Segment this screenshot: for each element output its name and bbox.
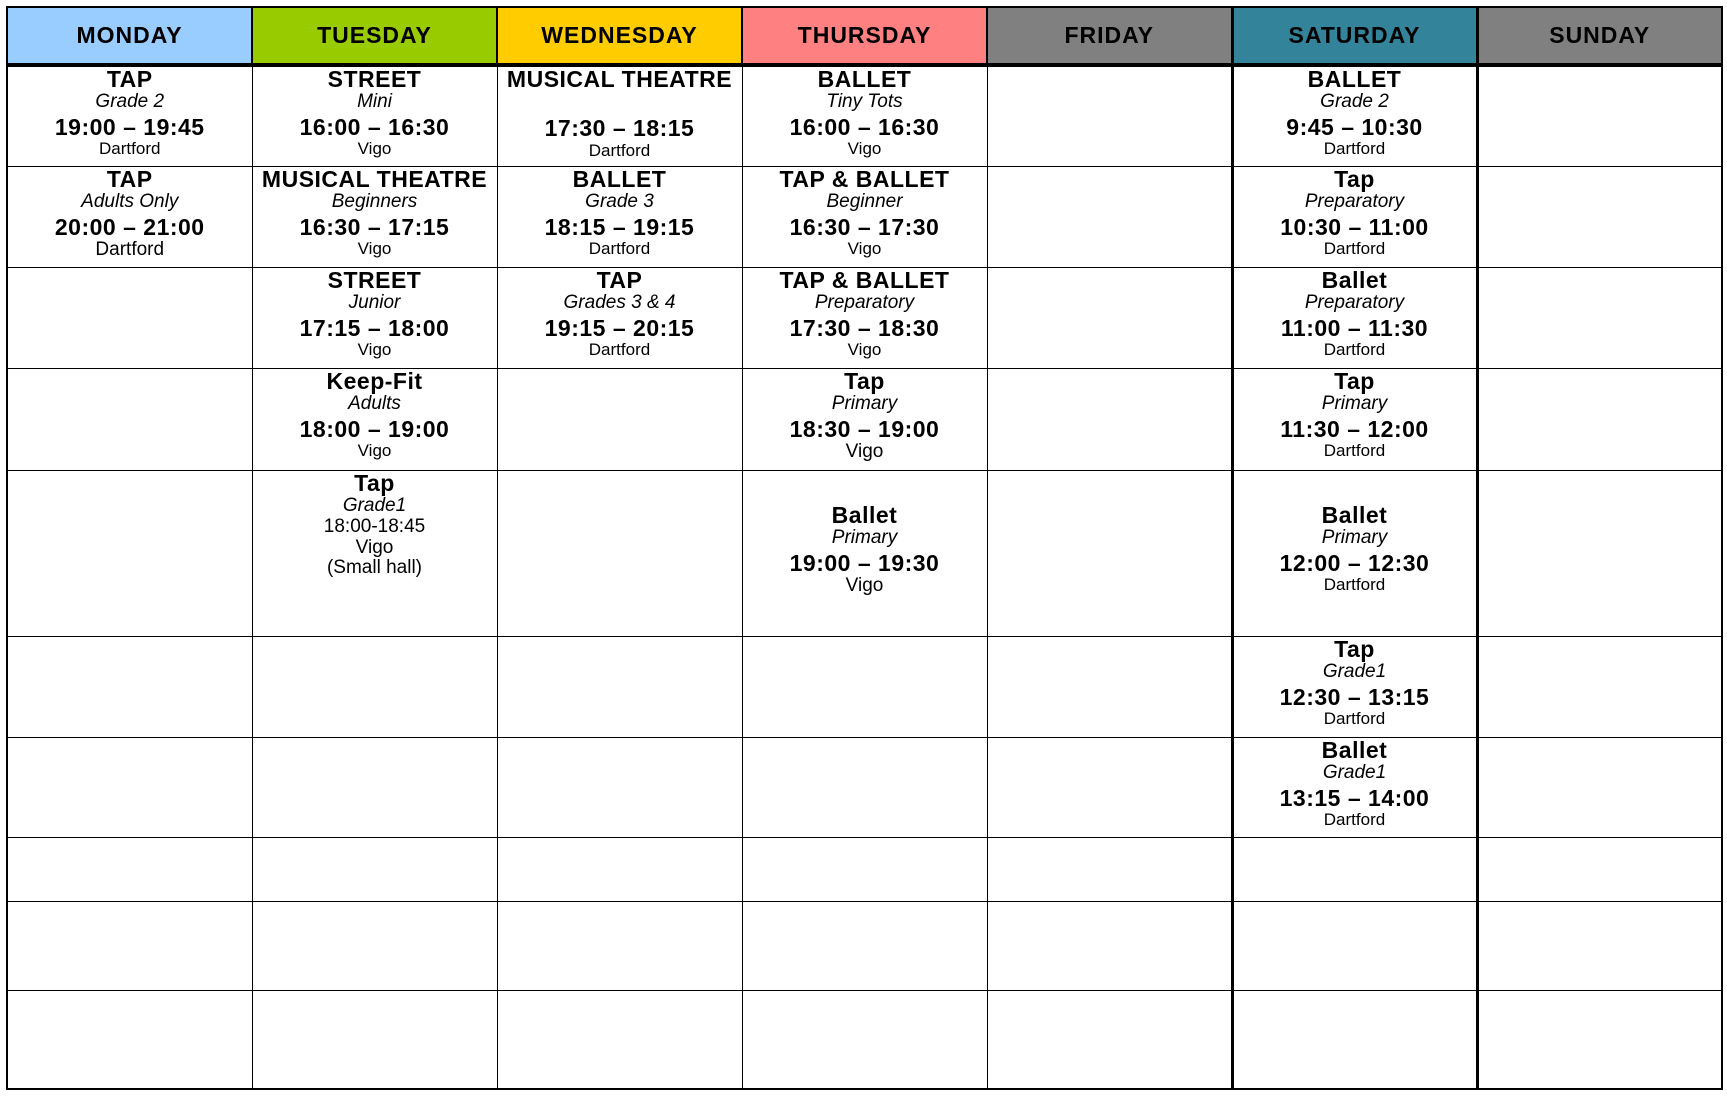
class-entry <box>1234 369 1476 461</box>
cell-monday <box>7 837 252 901</box>
class-location: Dartford <box>588 140 651 160</box>
cell-monday <box>7 470 252 636</box>
class-location: Dartford <box>1323 574 1386 594</box>
class-entry <box>253 268 497 360</box>
class-location: Dartford <box>1323 238 1386 258</box>
class-level: Beginners <box>331 190 418 212</box>
class-time: 11:30 – 12:00 <box>1280 415 1429 442</box>
class-title: Ballet <box>831 501 898 528</box>
class-entry <box>8 67 252 159</box>
class-entry <box>253 471 497 580</box>
time-slot-row <box>7 636 1722 737</box>
class-entry <box>498 268 742 360</box>
class-location: Vigo <box>845 574 884 596</box>
day-header-saturday: SATURDAY <box>1232 7 1477 65</box>
class-time: 16:00 – 16:30 <box>789 114 940 141</box>
class-location: Dartford <box>1323 440 1386 460</box>
class-location: Vigo <box>357 339 392 359</box>
class-level: Preparatory <box>1304 190 1405 212</box>
cell-monday <box>7 368 252 470</box>
class-level: Primary <box>1321 392 1388 414</box>
class-time: 18:15 – 19:15 <box>544 213 695 240</box>
cell-tuesday <box>252 636 497 737</box>
time-slot-row <box>7 470 1722 636</box>
cell-saturday <box>1232 990 1477 1089</box>
class-location: Dartford <box>588 238 651 258</box>
cell-tuesday <box>252 990 497 1089</box>
cell-thursday <box>742 636 987 737</box>
day-header-tuesday: TUESDAY <box>252 7 497 65</box>
cell-sunday <box>1477 368 1722 470</box>
cell-tuesday <box>252 368 497 470</box>
cell-wednesday <box>497 267 742 368</box>
class-level: Tiny Tots <box>826 91 903 113</box>
class-title: Tap <box>354 469 395 496</box>
class-time: 18:00 – 19:00 <box>299 415 450 442</box>
cell-thursday <box>742 990 987 1089</box>
class-title: Ballet <box>1321 501 1388 528</box>
class-title: Tap <box>1334 165 1375 192</box>
cell-wednesday <box>497 901 742 990</box>
class-title: STREET <box>327 66 422 92</box>
class-entry <box>253 369 497 461</box>
cell-saturday <box>1232 837 1477 901</box>
class-entry <box>8 167 252 261</box>
class-time: 11:00 – 11:30 <box>1280 314 1429 341</box>
class-time: 12:00 – 12:30 <box>1279 549 1430 576</box>
time-slot-row <box>7 166 1722 267</box>
cell-wednesday <box>497 837 742 901</box>
class-time: 16:00 – 16:30 <box>299 114 450 141</box>
cell-wednesday <box>497 470 742 636</box>
class-level: Beginner <box>826 190 903 212</box>
class-time: 18:30 – 19:00 <box>789 415 940 442</box>
timetable <box>6 6 1723 1090</box>
class-entry <box>743 167 987 259</box>
spacer <box>498 92 742 114</box>
cell-sunday <box>1477 470 1722 636</box>
class-entry <box>1234 738 1476 830</box>
cell-friday <box>987 470 1232 636</box>
class-location: Dartford <box>1323 708 1386 728</box>
cell-tuesday <box>252 166 497 267</box>
cell-saturday <box>1232 470 1477 636</box>
class-note: (Small hall) <box>326 557 423 579</box>
class-title: Tap <box>1334 367 1375 394</box>
class-level: Primary <box>1321 526 1388 548</box>
day-header-friday: FRIDAY <box>987 7 1232 65</box>
time-slot-row <box>7 65 1722 166</box>
class-level: Adults <box>348 392 401 414</box>
class-entry <box>743 268 987 360</box>
class-time: 19:15 – 20:15 <box>544 314 695 341</box>
cell-friday <box>987 368 1232 470</box>
class-title: TAP & BALLET <box>779 266 950 293</box>
cell-tuesday <box>252 837 497 901</box>
class-title: Ballet <box>1321 266 1388 293</box>
class-title: MUSICAL THEATRE <box>506 66 733 92</box>
class-entry <box>253 167 497 259</box>
day-header-thursday: THURSDAY <box>742 7 987 65</box>
cell-monday <box>7 636 252 737</box>
cell-sunday <box>1477 901 1722 990</box>
class-entry <box>743 67 987 159</box>
cell-tuesday <box>252 65 497 166</box>
cell-sunday <box>1477 636 1722 737</box>
cell-tuesday <box>252 470 497 636</box>
cell-wednesday <box>497 636 742 737</box>
class-level: Primary <box>831 392 898 414</box>
cell-thursday <box>742 65 987 166</box>
class-level: Grade1 <box>1322 761 1387 783</box>
cell-thursday <box>742 166 987 267</box>
cell-tuesday <box>252 901 497 990</box>
class-title: BALLET <box>817 66 912 92</box>
class-level: Adults Only <box>81 190 179 212</box>
cell-friday <box>987 837 1232 901</box>
class-entry <box>743 369 987 463</box>
class-level: Grade1 <box>1322 660 1387 682</box>
class-entry <box>1234 637 1476 729</box>
class-time: 17:30 – 18:30 <box>789 314 940 341</box>
class-level: Grade 2 <box>1320 91 1389 113</box>
cell-friday <box>987 990 1232 1089</box>
class-time: 16:30 – 17:15 <box>299 213 450 240</box>
class-location: Vigo <box>847 139 882 159</box>
class-time: 17:30 – 18:15 <box>544 115 695 142</box>
cell-monday <box>7 267 252 368</box>
cell-thursday <box>742 470 987 636</box>
cell-sunday <box>1477 65 1722 166</box>
class-time: 16:30 – 17:30 <box>789 213 940 240</box>
cell-friday <box>987 636 1232 737</box>
class-title: Keep-Fit <box>326 367 423 394</box>
day-header-row <box>7 7 1722 65</box>
class-location: Vigo <box>847 238 882 258</box>
cell-sunday <box>1477 267 1722 368</box>
class-location: Vigo <box>357 238 392 258</box>
class-time: 19:00 – 19:45 <box>54 114 205 141</box>
class-time: 12:30 – 13:15 <box>1279 683 1430 710</box>
class-time: 18:00-18:45 <box>323 515 426 537</box>
class-level: Preparatory <box>814 291 915 313</box>
cell-saturday <box>1232 737 1477 837</box>
cell-monday <box>7 65 252 166</box>
cell-monday <box>7 901 252 990</box>
class-title: TAP <box>106 66 153 92</box>
cell-thursday <box>742 837 987 901</box>
class-level: Junior <box>348 291 401 313</box>
class-entry <box>743 471 987 597</box>
cell-wednesday <box>497 368 742 470</box>
class-location: Dartford <box>1323 139 1386 159</box>
cell-saturday <box>1232 65 1477 166</box>
time-slot-row <box>7 837 1722 901</box>
cell-thursday <box>742 901 987 990</box>
class-location: Dartford <box>95 238 165 260</box>
class-entry <box>253 67 497 159</box>
class-title: Tap <box>1334 635 1375 662</box>
cell-wednesday <box>497 166 742 267</box>
class-location: Vigo <box>357 440 392 460</box>
class-level: Grade1 <box>342 494 407 516</box>
class-title: BALLET <box>572 165 667 192</box>
class-time: 9:45 – 10:30 <box>1286 114 1423 141</box>
class-title: Tap <box>844 367 885 394</box>
cell-thursday <box>742 267 987 368</box>
class-location: Vigo <box>355 536 394 558</box>
class-title: TAP & BALLET <box>779 165 950 192</box>
cell-saturday <box>1232 636 1477 737</box>
class-time: 10:30 – 11:00 <box>1280 213 1429 240</box>
class-level: Grades 3 & 4 <box>563 291 676 313</box>
class-level: Mini <box>357 91 392 113</box>
class-level: Primary <box>831 526 898 548</box>
time-slot-row <box>7 368 1722 470</box>
class-level: Grade 3 <box>585 190 654 212</box>
cell-thursday <box>742 368 987 470</box>
cell-wednesday <box>497 65 742 166</box>
class-location: Vigo <box>357 139 392 159</box>
class-entry <box>1234 167 1476 259</box>
class-location: Dartford <box>588 339 651 359</box>
cell-monday <box>7 166 252 267</box>
class-location: Vigo <box>845 440 884 462</box>
cell-tuesday <box>252 267 497 368</box>
time-slot-row <box>7 737 1722 837</box>
day-header-wednesday: WEDNESDAY <box>497 7 742 65</box>
class-location: Dartford <box>1323 809 1386 829</box>
cell-friday <box>987 65 1232 166</box>
cell-monday <box>7 990 252 1089</box>
cell-sunday <box>1477 166 1722 267</box>
time-slot-row <box>7 901 1722 990</box>
time-slot-row <box>7 267 1722 368</box>
cell-sunday <box>1477 837 1722 901</box>
cell-saturday <box>1232 166 1477 267</box>
cell-monday <box>7 737 252 837</box>
cell-wednesday <box>497 737 742 837</box>
class-time: 20:00 – 21:00 <box>54 213 205 240</box>
cell-friday <box>987 166 1232 267</box>
class-entry <box>498 67 742 160</box>
cell-saturday <box>1232 368 1477 470</box>
time-slot-row <box>7 990 1722 1089</box>
class-title: TAP <box>106 165 153 192</box>
class-title: Ballet <box>1321 736 1388 763</box>
class-entry <box>498 167 742 259</box>
class-title: MUSICAL THEATRE <box>261 165 488 192</box>
class-time: 19:00 – 19:30 <box>789 549 940 576</box>
class-level: Grade 2 <box>95 91 165 113</box>
cell-thursday <box>742 737 987 837</box>
class-level: Preparatory <box>1304 291 1405 313</box>
class-title: BALLET <box>1307 66 1402 92</box>
cell-wednesday <box>497 990 742 1089</box>
cell-saturday <box>1232 267 1477 368</box>
class-title: TAP <box>596 266 643 293</box>
class-location: Vigo <box>847 339 882 359</box>
day-header-monday: MONDAY <box>7 7 252 65</box>
cell-friday <box>987 737 1232 837</box>
day-header-sunday: SUNDAY <box>1477 7 1722 65</box>
class-entry <box>1234 67 1476 159</box>
class-entry <box>1234 471 1476 595</box>
cell-friday <box>987 267 1232 368</box>
class-location: Dartford <box>1323 339 1386 359</box>
class-location: Dartford <box>99 139 161 159</box>
class-title: STREET <box>327 266 422 293</box>
cell-friday <box>987 901 1232 990</box>
class-entry <box>1234 268 1476 360</box>
cell-tuesday <box>252 737 497 837</box>
class-time: 13:15 – 14:00 <box>1279 784 1430 811</box>
class-time: 17:15 – 18:00 <box>299 314 450 341</box>
cell-sunday <box>1477 737 1722 837</box>
cell-sunday <box>1477 990 1722 1089</box>
cell-saturday <box>1232 901 1477 990</box>
